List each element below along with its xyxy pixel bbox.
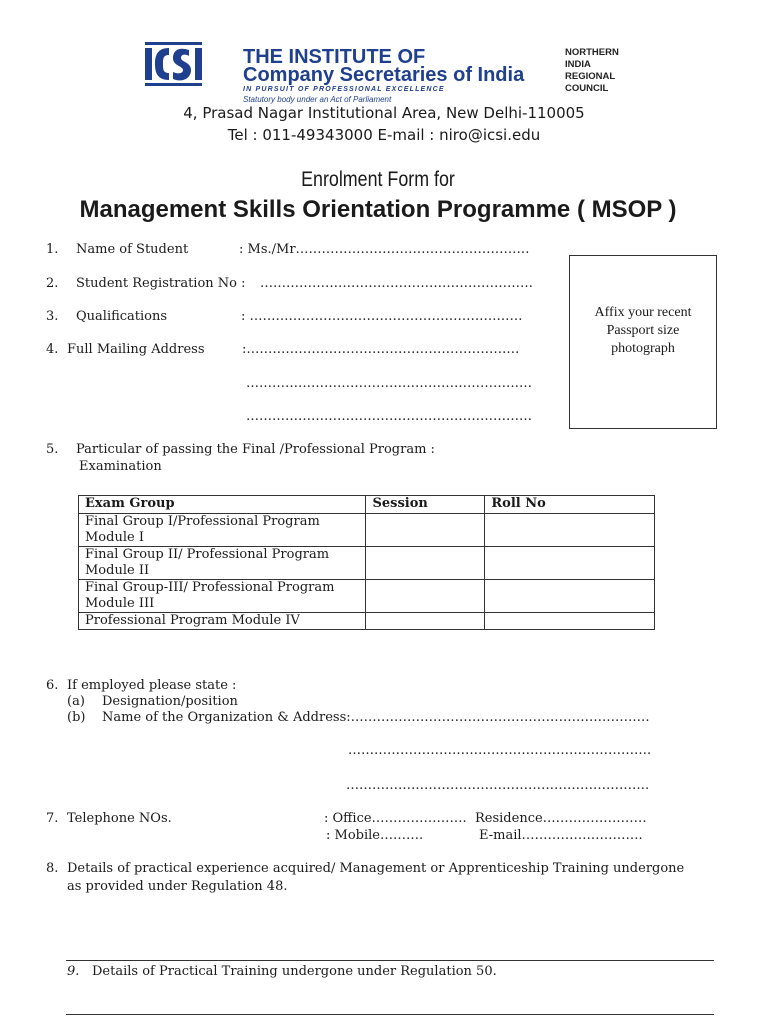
organization-line3[interactable]: ……………………………………………………………. (346, 778, 650, 793)
exam-group-cell: Final Group II/ Professional Program Module II (79, 547, 366, 580)
region-line: REGIONAL (565, 71, 616, 82)
region-line: NORTHERN (565, 47, 619, 58)
q5-text-cont: Examination (79, 459, 162, 474)
qualifications-label: Qualifications (76, 309, 168, 324)
table-row (79, 514, 655, 547)
mailing-address-label: Full Mailing Address (67, 342, 205, 357)
roll-no-cell[interactable] (485, 580, 655, 613)
mobile-field[interactable]: : Mobile………. (326, 828, 424, 843)
name-of-student-field[interactable]: : Ms./Mr……………………………………………… (239, 242, 530, 257)
exam-group-cell: Final Group I/Professional Program Module I (79, 514, 366, 547)
table-header-row (79, 496, 655, 514)
question-number: 6. (46, 678, 59, 693)
column-header: Roll No (485, 496, 655, 514)
exam-group-cell: Professional Program Module IV (79, 613, 366, 630)
exam-table (78, 495, 655, 630)
field-number: 2. (46, 276, 59, 291)
session-cell[interactable] (366, 613, 485, 630)
registration-no-label: Student Registration No : (76, 276, 246, 291)
q8-text: Details of practical experience acquired/ Management or Apprenticeship Training undergone (67, 861, 685, 876)
designation-label: Designation/position (102, 694, 238, 709)
table-row (79, 547, 655, 580)
region-line: COUNCIL (565, 83, 609, 94)
office-phone-field[interactable]: : Office…………………. (324, 811, 467, 826)
session-cell[interactable] (366, 580, 485, 613)
field-number: 4. (46, 342, 59, 357)
statutory-note: Statutory body under an Act of Parliament (243, 95, 392, 104)
form-title: Management Skills Orientation Programme ( MSOP ) (79, 196, 677, 223)
icsi-logo (145, 42, 213, 86)
qualifications-field[interactable]: : ……………………………………………………… (241, 309, 523, 324)
q9-text: Details of Practical Training undergone under Regulation 50. (92, 964, 497, 979)
column-header: Exam Group (79, 496, 366, 514)
form-subtitle: Enrolment Form for (301, 168, 455, 191)
roll-no-cell[interactable] (485, 613, 655, 630)
question-number: 8. (46, 861, 59, 876)
table-row (79, 613, 655, 630)
field-number: 3. (46, 309, 59, 324)
regional-council (565, 47, 619, 95)
session-cell[interactable] (366, 514, 485, 547)
mailing-address-field[interactable]: :……………………………………………………… (242, 342, 520, 357)
mailing-address-line3[interactable]: ………………………………………………………… (246, 409, 532, 424)
organization-field[interactable]: Name of the Organization & Address:…………………………………………………………… (102, 710, 650, 725)
registration-no-field[interactable]: ……………………………………………………… (260, 276, 533, 291)
q6a-letter: (a) (67, 694, 85, 709)
q5-text: Particular of passing the Final /Professional Program : (76, 442, 435, 457)
institute-name-line1: THE INSTITUTE OF (243, 46, 426, 68)
column-header: Session (366, 496, 485, 514)
session-cell[interactable] (366, 547, 485, 580)
table-row (79, 580, 655, 613)
address: 4, Prasad Nagar Institutional Area, New Delhi-110005 (183, 104, 585, 122)
photo-box (569, 255, 717, 429)
q6-text: If employed please state : (67, 678, 237, 693)
question-number: 7. (46, 811, 59, 826)
institute-name-line2: Company Secretaries of India (243, 64, 525, 86)
contact-info: Tel : 011-49343000 E-mail : niro@icsi.edu (227, 126, 541, 144)
mailing-address-line2[interactable]: ………………………………………………………… (246, 376, 532, 391)
name-of-student-label: Name of Student (76, 242, 189, 257)
photo-instructions: Affix your recent Passport size photograph (594, 305, 692, 356)
question-number: 9. (67, 964, 80, 979)
organization-line2[interactable]: ……………………………………………………………. (348, 743, 652, 758)
residence-phone-field[interactable]: Residence…………………… (475, 811, 647, 826)
divider (66, 1014, 714, 1015)
question-number: 5. (46, 442, 59, 457)
telephone-label: Telephone NOs. (67, 811, 172, 826)
field-number: 1. (46, 242, 59, 257)
roll-no-cell[interactable] (485, 514, 655, 547)
q8-text-cont: as provided under Regulation 48. (67, 879, 288, 894)
institute-tagline: IN PURSUIT OF PROFESSIONAL EXCELLENCE (243, 86, 445, 93)
divider (66, 960, 714, 961)
q6b-letter: (b) (67, 710, 86, 725)
exam-group-cell: Final Group-III/ Professional Program Module III (79, 580, 366, 613)
roll-no-cell[interactable] (485, 547, 655, 580)
region-line: INDIA (565, 59, 591, 70)
email-field[interactable]: E-mail………………………. (479, 828, 643, 843)
